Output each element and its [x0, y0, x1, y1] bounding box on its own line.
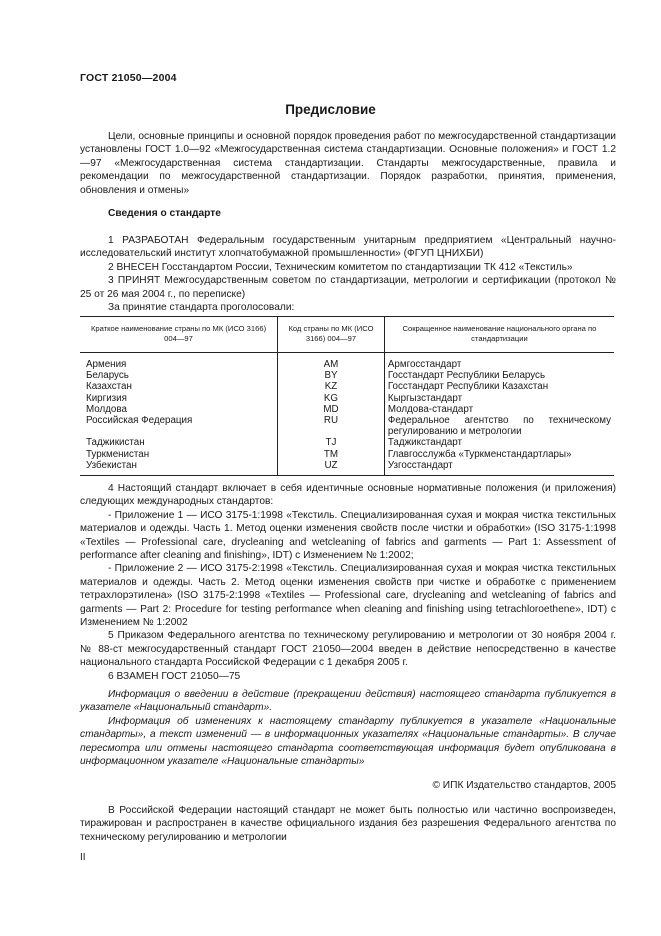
table-row [80, 437, 614, 448]
item-6-paragraph: 6 ВЗАМЕН ГОСТ 21050—75 [108, 670, 241, 682]
country-cell: Киргизия [86, 392, 127, 404]
table-header-row [80, 317, 614, 353]
column-header-code: Код страны по МК (ИСО 3166) 004—97 [278, 317, 385, 353]
document-header: ГОСТ 21050—2004 [80, 72, 177, 84]
column-header-org: Сокращенное наименование национального органа по стандартизации [384, 317, 614, 353]
appendix-2-paragraph: - Приложение 2 — ИСО 3175-2:1998 «Текстиль. Специализированная сухая и мокрая чистка текстильных материалов и одежды. Часть 2. Метод оценки изменения свойств при чистке и обработке с применением тетрахлорэтилена» (ISO 3175-2:1998 «Textiles — Professional care, drycleaning and wetcleaning of fabrics and garments — Part 2: Procedure for testing performance when cleaning and finishing using tetrachloroethene», IDT) с Изменением № 1:2002 [80, 563, 616, 629]
org-cell: Госстандарт Республики Казахстан [384, 381, 614, 392]
voting-table [80, 316, 614, 476]
table-row [80, 370, 614, 381]
page-number: II [80, 852, 86, 863]
org-cell: Кыргызстандарт [384, 393, 614, 404]
appendix-1-paragraph: - Приложение 1 — ИСО 3175-1:1998 «Текстиль. Специализированная сухая и мокрая чистка текстильных материалов и одежды. Часть 1. Метод оценки изменения свойств после чистки и обработки» (ISO 3175-1:1998 «Textiles — Professional care, drycleaning and wetcleaning of fabrics and garments — Part 1: Assessment of performance after cleaning and finishing», IDT) с Изменением № 1:2002; [80, 509, 616, 562]
country-cell: Российская Федерация [86, 415, 193, 427]
item-5-paragraph: 5 Приказом Федерального агентства по техническому регулированию и метрологии от 30 ноября 2004 г. № 88-ст межгосударственный стандарт ГОСТ 21050—2004 введен в действие непосредственно в качестве национального стандарта Российской Федерации с 1 декабря 2005 г. [80, 630, 616, 669]
code-cell: KG [278, 393, 385, 404]
code-cell: BY [278, 370, 385, 381]
org-cell: Армгосстандарт [384, 353, 614, 371]
country-cell: Беларусь [86, 370, 129, 382]
country-cell: Армения [86, 359, 127, 370]
item-3-paragraph: 3 ПРИНЯТ Межгосударственным советом по стандартизации, метрологии и сертификации (протокол № 25 от 26 мая 2004 г., по переписке) [80, 275, 616, 300]
org-cell: Узгосстандарт [384, 460, 614, 476]
info-changes-paragraph: Информация об изменениях к настоящему стандарту публикуется в указателе «Национальные стандарты», а текст изменений — в информационных указателях «Национальные стандарты». В случае пересмотра или отмены настоящего стандарта соответствующая информация будет опубликована в информационном указателе «Национальные стандарты» [80, 715, 616, 768]
country-cell: Молдова [86, 403, 127, 415]
code-cell: MD [278, 404, 385, 415]
table-row [80, 460, 614, 476]
org-cell: Госстандарт Республики Беларусь [384, 370, 614, 381]
table-row [80, 393, 614, 404]
reproduction-notice: В Российской Федерации настоящий стандарт не может быть полностью или частично воспроизведен, тиражирован и распространен в качестве официального издания без разрешения Федерального агентства по техническому регулированию и метрологии [80, 805, 616, 843]
code-cell: AM [278, 353, 385, 371]
standards-block [80, 482, 616, 683]
item-1-paragraph: 1 РАЗРАБОТАН Федеральным государственным унитарным предприятием «Центральный научно-исследовательский институт хлопчатобумажной промышленности» (ФГУП ЦНИХБИ) [80, 235, 616, 260]
table-row [80, 449, 614, 460]
country-cell: Казахстан [86, 381, 132, 393]
info-introduction-paragraph: Информация о введении в действие (прекращении действия) настоящего стандарта публикуется в указателе «Национальный стандарт». [80, 689, 616, 714]
org-cell: Федеральное агентство по техническому регулированию и метрологии [384, 415, 614, 437]
code-cell: RU [278, 415, 385, 437]
country-cell: Узбекистан [80, 460, 278, 476]
page-title: Предисловие [285, 102, 376, 117]
reproduction-notice-block [80, 804, 616, 844]
copyright-line: © ИПК Издательство стандартов, 2005 [432, 780, 616, 791]
country-cell: Таджикистан [86, 437, 145, 449]
item-2-paragraph: 2 ВНЕСЕН Госстандартом России, Техническим комитетом по стандартизации ТК 412 «Текстиль» [108, 261, 573, 273]
country-cell: Туркменистан [86, 448, 150, 460]
info-heading: Сведения о стандарте [108, 208, 221, 219]
voted-line: За принятие стандарта проголосовали: [108, 302, 295, 314]
table-row [80, 353, 614, 371]
table-row [80, 381, 614, 392]
org-cell: Таджикстандарт [384, 437, 614, 448]
intro-paragraph: Цели, основные принципы и основной порядок проведения работ по межгосударственной стандартизации установлены ГОСТ 1.0—92 «Межгосударственная система стандартизации. Основные положения» и ГОСТ 1.2—97 «Межгосударственная система стандартизации. Стандарты межгосударственные, правила и рекомендации по межгосударственной стандартизации. Порядок разработки, принятия, применения, обновления и отмены» [80, 131, 616, 196]
org-cell: Молдова-стандарт [384, 404, 614, 415]
intro-block [80, 130, 616, 197]
publication-info-block [80, 688, 616, 768]
code-cell: TJ [278, 437, 385, 448]
code-cell: TM [278, 449, 385, 460]
code-cell: UZ [278, 460, 385, 476]
table-row [80, 404, 614, 415]
code-cell: KZ [278, 381, 385, 392]
items-block [80, 234, 616, 314]
column-header-country: Краткое наименование страны по МК (ИСО 3166) 004—97 [80, 317, 278, 353]
table-row [80, 415, 614, 437]
org-cell: Главгосслужба «Туркменстандартлары» [384, 449, 614, 460]
item-4-paragraph: 4 Настоящий стандарт включает в себя идентичные основные нормативные положения (и приложения) следующих международных стандартов: [80, 483, 616, 508]
